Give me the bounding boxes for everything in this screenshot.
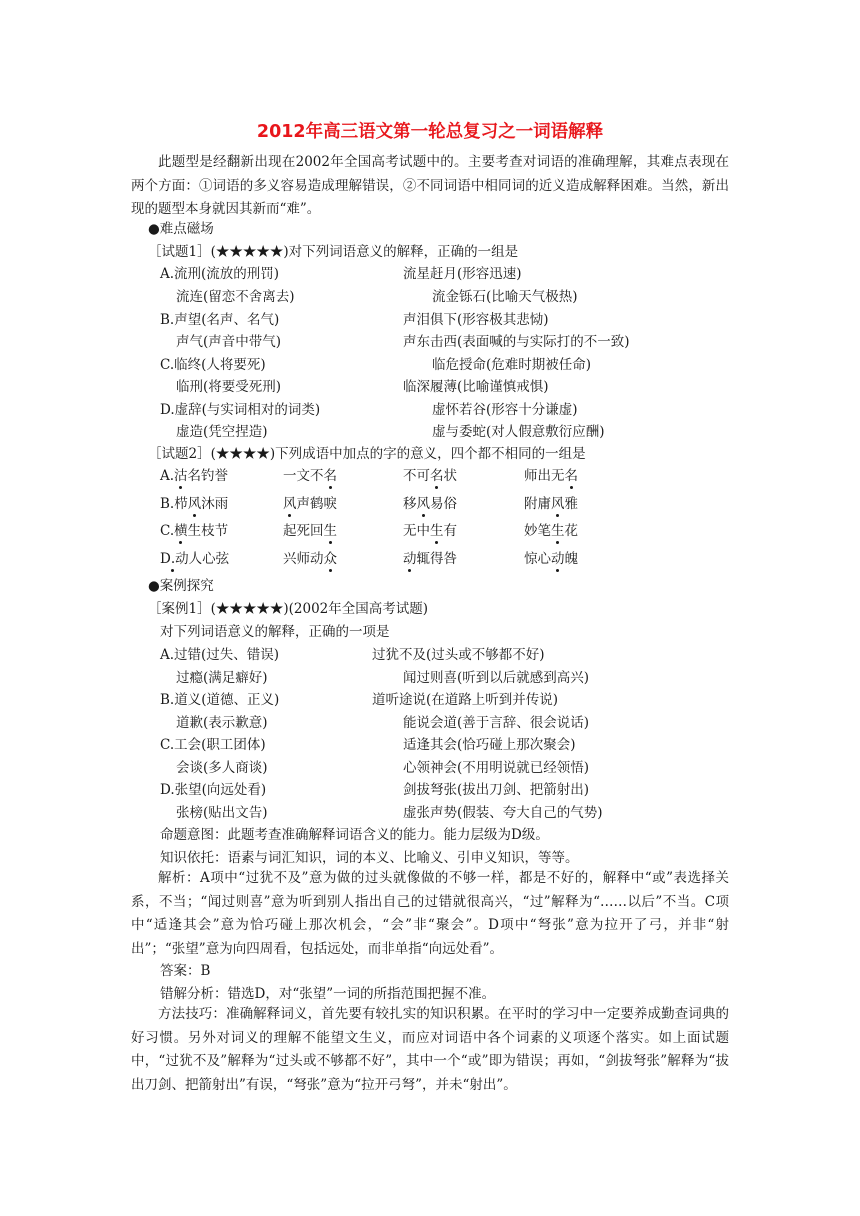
intro-paragraph: 此题型是经翻新出现在2002年全国高考试题中的。主要考查对词语的准确理解，其难点表现在两个方面：①词语的多义容易造成理解错误，②不同词语中相同词的近义造成解释困难。当然，新出现的题型本身就因其新而“难”。 <box>131 154 729 217</box>
q2-option-b-idiom-4-emphasized-char: 风 <box>551 496 565 512</box>
q2-option-c-idiom-1-emphasized-char: 横 <box>174 523 188 539</box>
q1-option-c-word-3: 临刑(将要受死刑) <box>176 379 282 395</box>
case-1-stem: ［案例1］(★★★★★)(2002年全国高考试题) <box>148 601 429 617</box>
q2-option-a-idiom-3-emphasized-char: 名 <box>430 468 444 484</box>
q1-option-b-word-3: 声气(声音中带气) <box>176 334 282 350</box>
q2-option-c-idiom-1: C.横生枝节 <box>160 523 229 539</box>
case1-option-c-word-3: 会谈(多人商谈) <box>176 760 268 776</box>
q2-option-a-idiom-1-emphasized-char: 沽 <box>174 468 188 484</box>
case1-option-a-word-2: 过犹不及(过头或不够都不好) <box>372 647 545 663</box>
question-1-stem: ［试题1］(★★★★★)对下列词语意义的解释，正确的一组是 <box>148 244 519 260</box>
q2-option-b-idiom-4: 附庸风雅 <box>524 496 578 512</box>
section-heading-case-study: ●案例探究 <box>148 578 214 594</box>
q2-option-a-idiom-4-emphasized-char: 名 <box>564 468 578 484</box>
q2-option-b-idiom-2-emphasized-char: 风 <box>283 496 297 512</box>
q1-option-d-word-2: 虚怀若谷(形容十分谦虚) <box>432 402 578 418</box>
case-1-question: 对下列词语意义的解释，正确的一项是 <box>160 624 390 640</box>
q2-option-c-idiom-3-emphasized-char: 生 <box>430 523 444 539</box>
q2-option-d-idiom-4-emphasized-char: 动 <box>551 551 565 567</box>
case1-option-c-word-4: 心领神会(不用明说就已经领悟) <box>403 760 590 776</box>
case1-option-a-word-1: A.过错(过失、错误) <box>160 647 280 663</box>
q2-option-c-idiom-4-emphasized-char: 生 <box>551 523 565 539</box>
q1-option-d-word-1: D.虚辞(与实词相对的词类) <box>160 402 321 418</box>
q2-option-d-idiom-1: D.动人心弦 <box>160 551 230 567</box>
q2-option-d-idiom-3: 动辄得咎 <box>403 551 457 567</box>
knowledge-line: 知识依托：语素与词汇知识，词的本义、比喻义、引申义知识，等等。 <box>160 850 579 866</box>
case1-option-d-word-2: 剑拔弩张(拔出刀剑、把箭射出) <box>403 782 590 798</box>
case1-option-b-word-4: 能说会道(善于言辞、很会说话) <box>403 715 590 731</box>
q1-option-c-word-2: 临危授命(危难时期被任命) <box>432 357 592 373</box>
q2-option-b-idiom-3: 移风易俗 <box>403 496 457 512</box>
q2-option-d-idiom-2: 兴师动众 <box>283 551 337 567</box>
q1-option-c-word-4: 临深履薄(比喻谨慎戒惧) <box>403 379 549 395</box>
q2-option-c-idiom-3: 无中生有 <box>403 523 457 539</box>
method-paragraph: 方法技巧：准确解释词义，首先要有较扎实的知识积累。在平时的学习中一定要养成勤查词典的好习惯。另外对词义的理解不能望文生义，而应对词语中各个词素的义项逐个落实。如上面试题中，“过犹不及”解释为“过头或不够都不好”，其中一个“或”即为错误；再如，“剑拔弩张”解释为“拔出刀剑、把箭射出”有误，“弩张”意为“拉开弓弩”，并未“射出”。 <box>131 1006 729 1093</box>
q1-option-b-word-2: 声泪俱下(形容极其悲恸) <box>403 312 549 328</box>
analysis-paragraph: 解析：A项中“过犹不及”意为做的过头就像做的不够一样，都是不好的，解释中“或”表选择关系，不当；“闻过则喜”意为听到别人指出自己的过错就很高兴，“过”解释为“……以后”不当。C项中“适逢其会”意为恰巧碰上那次机会，“会”非“聚会”。D项中“弩张”意为拉开了弓，并非“射出”；“张望”意为向四周看，包括远处，而非单指“向远处看”。 <box>131 870 729 957</box>
q2-option-a-idiom-2: 一文不名 <box>283 468 337 484</box>
section-heading-difficulty: ●难点磁场 <box>148 221 214 237</box>
q2-option-a-idiom-3: 不可名状 <box>403 468 457 484</box>
q1-option-a-word-2: 流星赶月(形容迅速) <box>403 266 522 282</box>
case1-option-d-word-1: D.张望(向远处看) <box>160 782 267 798</box>
case1-option-b-word-3: 道歉(表示歉意) <box>176 715 268 731</box>
q2-option-a-idiom-4: 师出无名 <box>524 468 578 484</box>
question-2-stem: ［试题2］(★★★★)下列成语中加点的字的意义，四个都不相同的一组是 <box>148 446 586 462</box>
q1-option-c-word-1: C.临终(人将要死) <box>160 357 266 373</box>
q2-option-b-idiom-3-emphasized-char: 风 <box>416 496 430 512</box>
q1-option-a-word-1: A.流刑(流放的刑罚) <box>160 266 280 282</box>
page-title: 2012年高三语文第一轮总复习之一词语解释 <box>256 122 604 142</box>
intent-line: 命题意图：此题考查准确解释词语含义的能力。能力层级为D级。 <box>160 827 549 843</box>
q1-option-a-word-4: 流金铄石(比喻天气极热) <box>432 289 578 305</box>
case1-option-a-word-3: 过瘾(满足癖好) <box>176 670 268 686</box>
q2-option-c-idiom-4: 妙笔生花 <box>524 523 578 539</box>
q1-option-b-word-4: 声东击西(表面喊的与实际打的不一致) <box>403 334 630 350</box>
q2-option-d-idiom-4: 惊心动魄 <box>524 551 578 567</box>
q2-option-a-idiom-2-emphasized-char: 名 <box>323 468 337 484</box>
case1-option-b-word-2: 道听途说(在道路上听到并传说) <box>372 692 559 708</box>
answer-line: 答案：B <box>160 963 211 979</box>
q2-option-c-idiom-2-emphasized-char: 生 <box>323 523 337 539</box>
q2-option-b-idiom-1: B.栉风沐雨 <box>160 496 229 512</box>
q2-option-b-idiom-2: 风声鹤唳 <box>283 496 337 512</box>
q2-option-a-idiom-1: A.沽名钓誉 <box>160 468 229 484</box>
case1-option-d-word-3: 张榜(贴出文告) <box>176 805 268 821</box>
q2-option-b-idiom-1-emphasized-char: 风 <box>187 496 202 512</box>
q2-option-d-idiom-1-emphasized-char: . <box>170 551 176 567</box>
case1-option-c-word-1: C.工会(职工团体) <box>160 737 266 753</box>
q1-option-b-word-1: B.声望(名声、名气) <box>160 312 280 328</box>
q1-option-a-word-3: 流连(留恋不舍离去) <box>176 289 295 305</box>
q1-option-d-word-4: 虚与委蛇(对人假意敷衍应酬) <box>432 424 605 440</box>
case1-option-a-word-4: 闻过则喜(听到以后就感到高兴) <box>403 670 590 686</box>
case1-option-b-word-1: B.道义(道德、正义) <box>160 692 280 708</box>
error-analysis-line: 错解分析：错选D，对“张望”一词的所指范围把握不准。 <box>160 986 496 1002</box>
case1-option-d-word-4: 虚张声势(假装、夸大自己的气势) <box>403 805 603 821</box>
q2-option-c-idiom-2: 起死回生 <box>283 523 337 539</box>
q2-option-d-idiom-3-emphasized-char: 动 <box>403 551 417 567</box>
q2-option-d-idiom-2-emphasized-char: 众 <box>323 551 337 567</box>
q1-option-d-word-3: 虚造(凭空捏造) <box>176 424 268 440</box>
case1-option-c-word-2: 适逢其会(恰巧碰上那次聚会) <box>403 737 576 753</box>
